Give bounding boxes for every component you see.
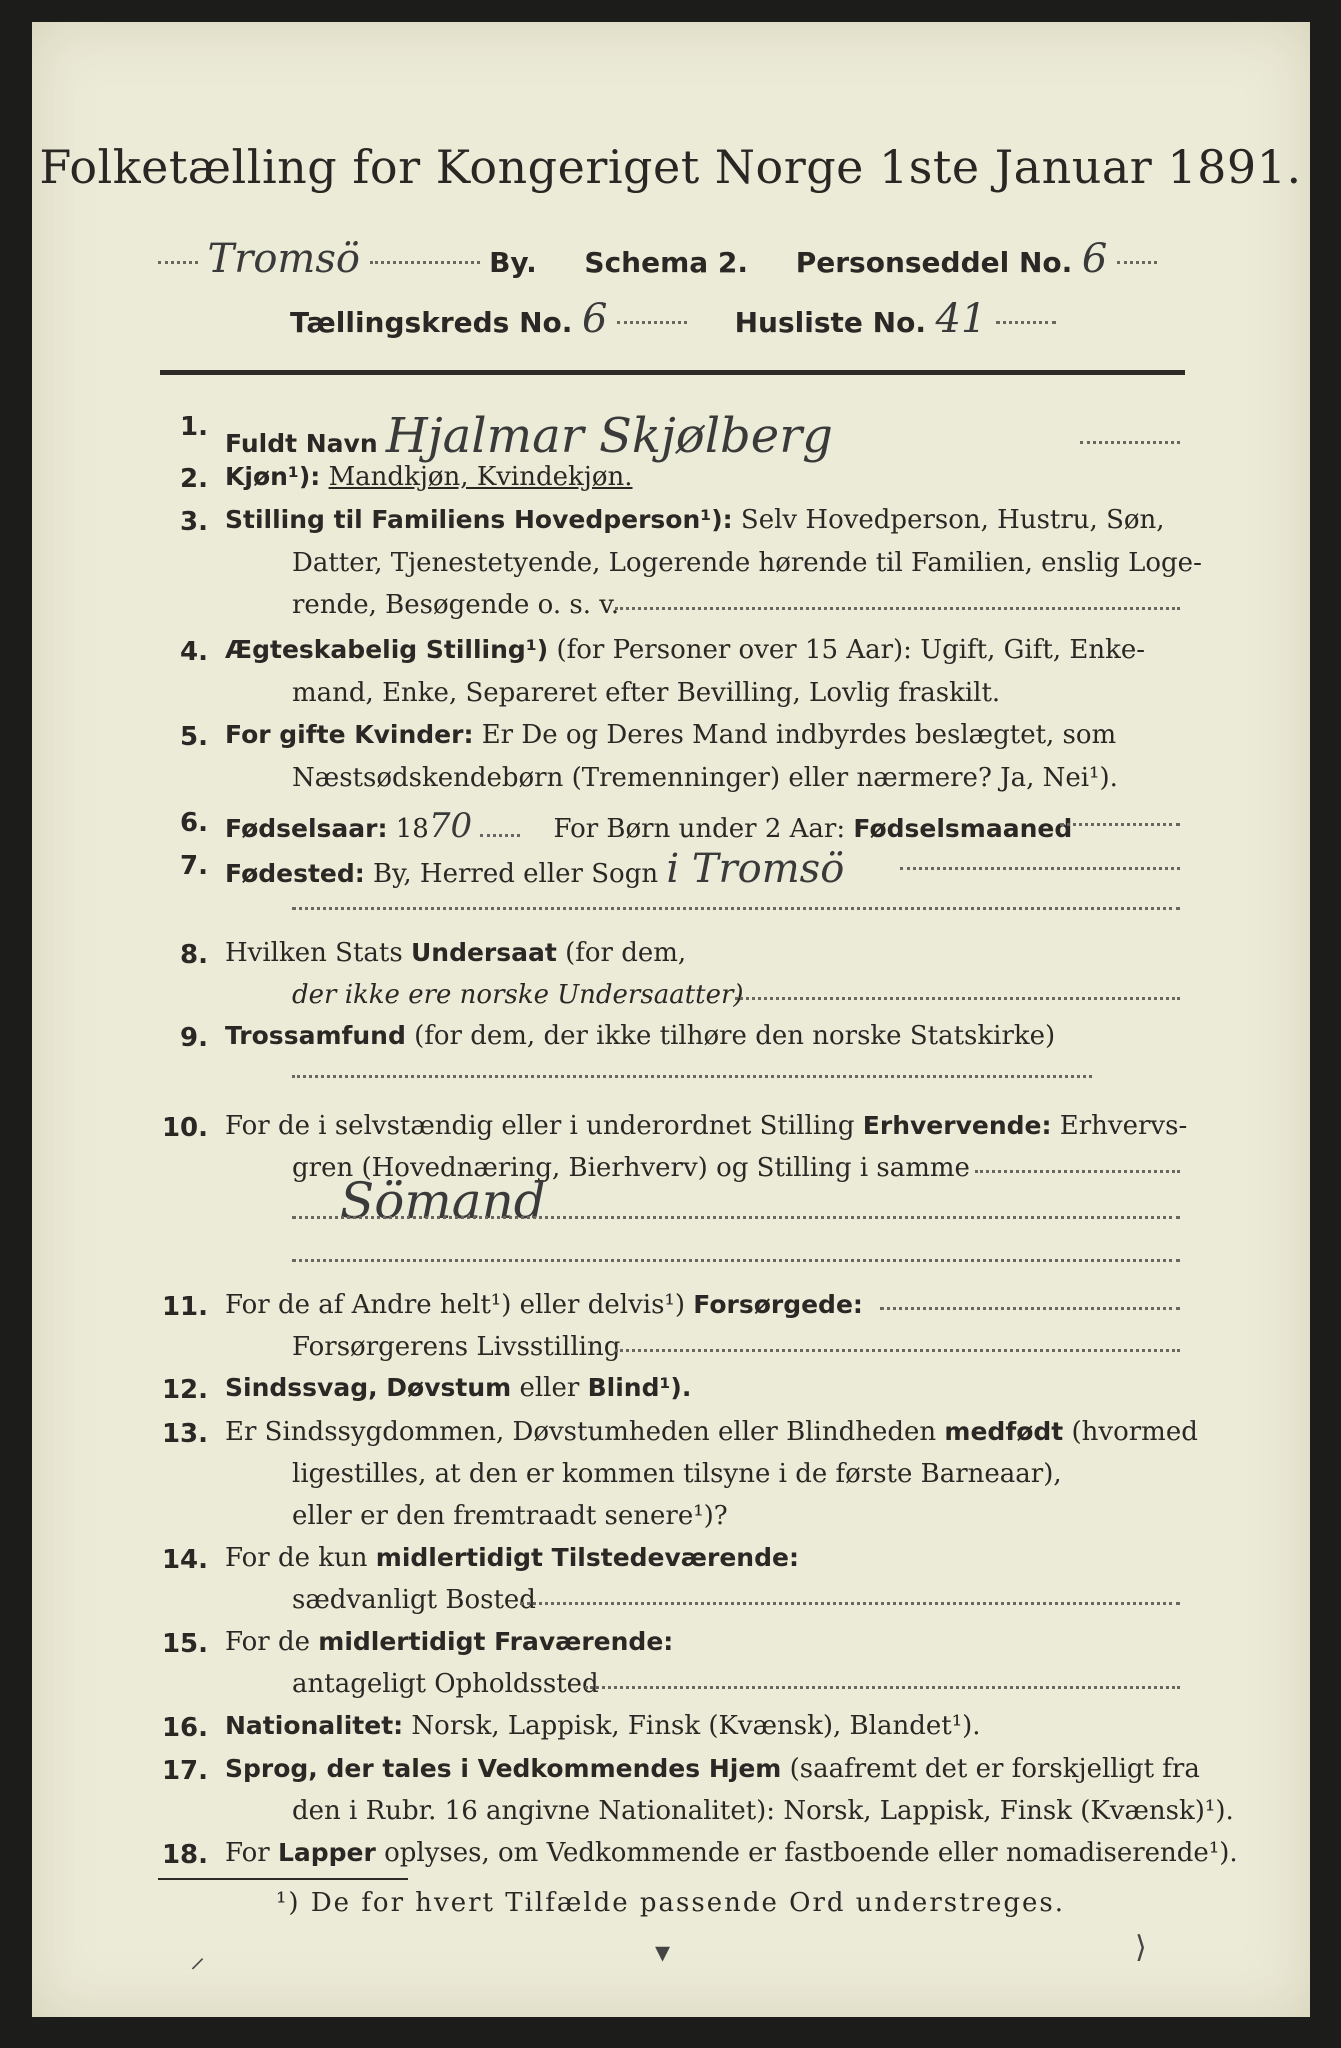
item-18-lapps	[225, 1838, 1238, 1868]
item-text: For de i selvstændig eller i underordnet Stilling	[225, 1111, 855, 1141]
item-number: 18.	[161, 1840, 208, 1870]
item-4-line2: mand, Enke, Separeret efter Bevilling, Lovlig fraskilt.	[292, 678, 1001, 708]
by-label: By.	[489, 246, 537, 279]
item-text: Selv Hovedperson, Hustru, Søn,	[740, 505, 1165, 535]
item-number: 1.	[180, 412, 208, 442]
item-text: oplyses, om Vedkommende er fastboende eller nomadiserende¹).	[384, 1838, 1238, 1868]
item-label: Stilling til Familiens Hovedperson¹):	[225, 505, 733, 534]
item-4-marital	[225, 635, 1180, 665]
item-number: 13.	[161, 1419, 208, 1449]
item-text: (for dem,	[565, 938, 687, 968]
item-text: Er De og Deres Mand indbyrdes beslægtet, som	[481, 720, 1117, 750]
item-text: For de af Andre helt¹) eller delvis¹)	[225, 1290, 685, 1320]
footnote-divider	[158, 1878, 408, 1880]
item-text: der ikke ere norske Undersaatter)	[292, 980, 744, 1010]
item-label: Sprog, der tales i Vedkommendes Hjem	[225, 1754, 782, 1783]
birthplace-handwritten: i Tromsö	[666, 846, 845, 892]
item-text: For Børn under 2 Aar:	[553, 814, 846, 844]
item-label: Ægteskabelig Stilling¹)	[225, 635, 549, 664]
item-3-line3: rende, Besøgende o. s. v.	[292, 590, 620, 620]
item-17-language	[225, 1754, 1200, 1784]
item-number: 10.	[161, 1113, 208, 1143]
item-8-line2	[292, 980, 1247, 1010]
item-1-name	[225, 408, 1180, 464]
pin-mark-center: ▾	[655, 1935, 671, 1970]
item-5-married-women	[225, 720, 1180, 750]
occupation-handwritten: Sömand	[340, 1172, 546, 1230]
item-number: 11.	[161, 1292, 208, 1322]
item-label: Undersaat	[410, 938, 557, 967]
item-text: Norsk, Lappisk, Finsk (Kvænsk), Blandet¹).	[411, 1711, 981, 1741]
header-divider	[160, 370, 1185, 375]
item-number: 15.	[161, 1629, 208, 1659]
item-2-sex	[225, 462, 1180, 492]
kreds-number: 6	[581, 296, 608, 342]
item-14-temp-present	[225, 1543, 1180, 1573]
item-number: 5.	[180, 722, 208, 752]
item-17-line2: den i Rubr. 16 angivne Nationalitet): Norsk, Lappisk, Finsk (Kvænsk)¹).	[292, 1796, 1234, 1826]
name-handwritten: Hjalmar Skjølberg	[385, 408, 833, 464]
item-8-citizenship	[225, 938, 1180, 968]
item-13-line2: ligestilles, at den er kommen tilsyne i de første Barneaar),	[292, 1459, 1062, 1489]
pin-mark-left: ⸝	[190, 1940, 205, 1975]
item-number: 17.	[161, 1756, 208, 1786]
item-10-occupation	[225, 1111, 1188, 1141]
item-label: For gifte Kvinder:	[225, 720, 474, 749]
item-text: Hvilken Stats	[225, 938, 403, 968]
item-text: For de	[225, 1627, 310, 1657]
item-number: 9.	[180, 1023, 208, 1053]
husliste-number: 41	[935, 296, 987, 342]
item-16-nationality	[225, 1711, 1180, 1741]
item-6-birthyear	[225, 806, 1180, 846]
item-13-congenital	[225, 1417, 1198, 1447]
item-text: (for dem, der ikke tilhøre den norske Statskirke)	[414, 1021, 1056, 1051]
item-text: (hvormed	[1071, 1417, 1198, 1447]
item-label: Fødselsmaaned	[853, 814, 1073, 843]
item-label: Lapper	[277, 1838, 376, 1867]
city-handwritten: Tromsö	[207, 236, 360, 282]
item-15-line2: antageligt Opholdssted	[292, 1669, 599, 1699]
kreds-label: Tællingskreds No.	[290, 306, 573, 339]
schema-label: Schema 2.	[584, 246, 749, 279]
item-text: Erhvervs-	[1059, 1111, 1188, 1141]
item-number: 16.	[161, 1713, 208, 1743]
item-text: By, Herred eller Sogn	[373, 859, 659, 889]
footnote: ¹) De for hvert Tilfælde passende Ord understreges.	[275, 1888, 1065, 1918]
header-kreds-line	[290, 296, 1056, 342]
item-number: 7.	[180, 851, 208, 881]
item-label: Blind¹).	[587, 1373, 692, 1402]
form-title: Folketælling for Kongeriget Norge 1ste Januar 1891.	[39, 140, 1302, 194]
item-14-line2: sædvanligt Bosted	[292, 1585, 536, 1615]
item-3-line2: Datter, Tjenestetyende, Logerende hørende til Familien, enslig Loge-	[292, 548, 1202, 578]
item-number: 3.	[180, 507, 208, 537]
item-number: 14.	[161, 1545, 208, 1575]
item-label: Nationalitet:	[225, 1711, 404, 1740]
item-11-supported	[225, 1290, 1180, 1320]
birthyear-handwritten: 70	[428, 806, 473, 846]
item-label: Forsørgede:	[693, 1290, 863, 1319]
item-text: Er Sindssygdommen, Døvstumheden eller Blindheden	[225, 1417, 937, 1447]
husliste-label: Husliste No.	[734, 306, 926, 339]
item-text: 18	[395, 814, 429, 844]
item-3-position	[225, 505, 1180, 535]
item-number: 4.	[180, 637, 208, 667]
item-5-line2: Næstsødskendebørn (Tremenninger) eller nærmere? Ja, Nei¹).	[292, 763, 1118, 793]
item-label: Kjøn¹):	[225, 462, 321, 491]
item-text: (saafremt det er forskjelligt fra	[789, 1754, 1200, 1784]
item-text: For	[225, 1838, 270, 1868]
item-label: Sindssvag, Døvstum	[225, 1373, 512, 1402]
header-city-line	[158, 236, 1157, 282]
item-label: Fødselsaar:	[225, 814, 388, 843]
item-number: 2.	[180, 464, 208, 494]
item-text: For de kun	[225, 1543, 368, 1573]
item-label: midlertidigt Fraværende:	[318, 1627, 674, 1656]
item-10-line2: gren (Hovednæring, Bierhverv) og Stilling i samme	[292, 1153, 970, 1183]
pin-mark-right: ⟩	[1135, 1930, 1147, 1965]
item-11-line2: Forsørgerens Livsstilling	[292, 1332, 621, 1362]
personseddel-label: Personseddel No.	[795, 246, 1073, 279]
item-15-temp-absent	[225, 1627, 1180, 1657]
item-number: 8.	[180, 940, 208, 970]
item-13-line3: eller er den fremtraadt senere¹)?	[292, 1501, 728, 1531]
item-label: Fuldt Navn	[225, 429, 378, 458]
item-number: 12.	[161, 1375, 208, 1405]
item-number: 6.	[180, 808, 208, 838]
item-9-religion	[225, 1021, 1180, 1051]
item-12-disability	[225, 1373, 1180, 1403]
personseddel-number: 6	[1081, 236, 1108, 282]
item-label: medfødt	[944, 1417, 1064, 1446]
item-label: Fødested:	[225, 859, 365, 888]
item-label: Trossamfund	[225, 1021, 406, 1050]
item-text: eller	[519, 1373, 580, 1403]
item-label: midlertidigt Tilstedeværende:	[375, 1543, 799, 1572]
item-label: Erhvervende:	[862, 1111, 1052, 1140]
item-text: (for Personer over 15 Aar): Ugift, Gift, Enke-	[556, 635, 1145, 665]
item-text: Mandkjøn, Kvindekjøn.	[328, 462, 633, 492]
